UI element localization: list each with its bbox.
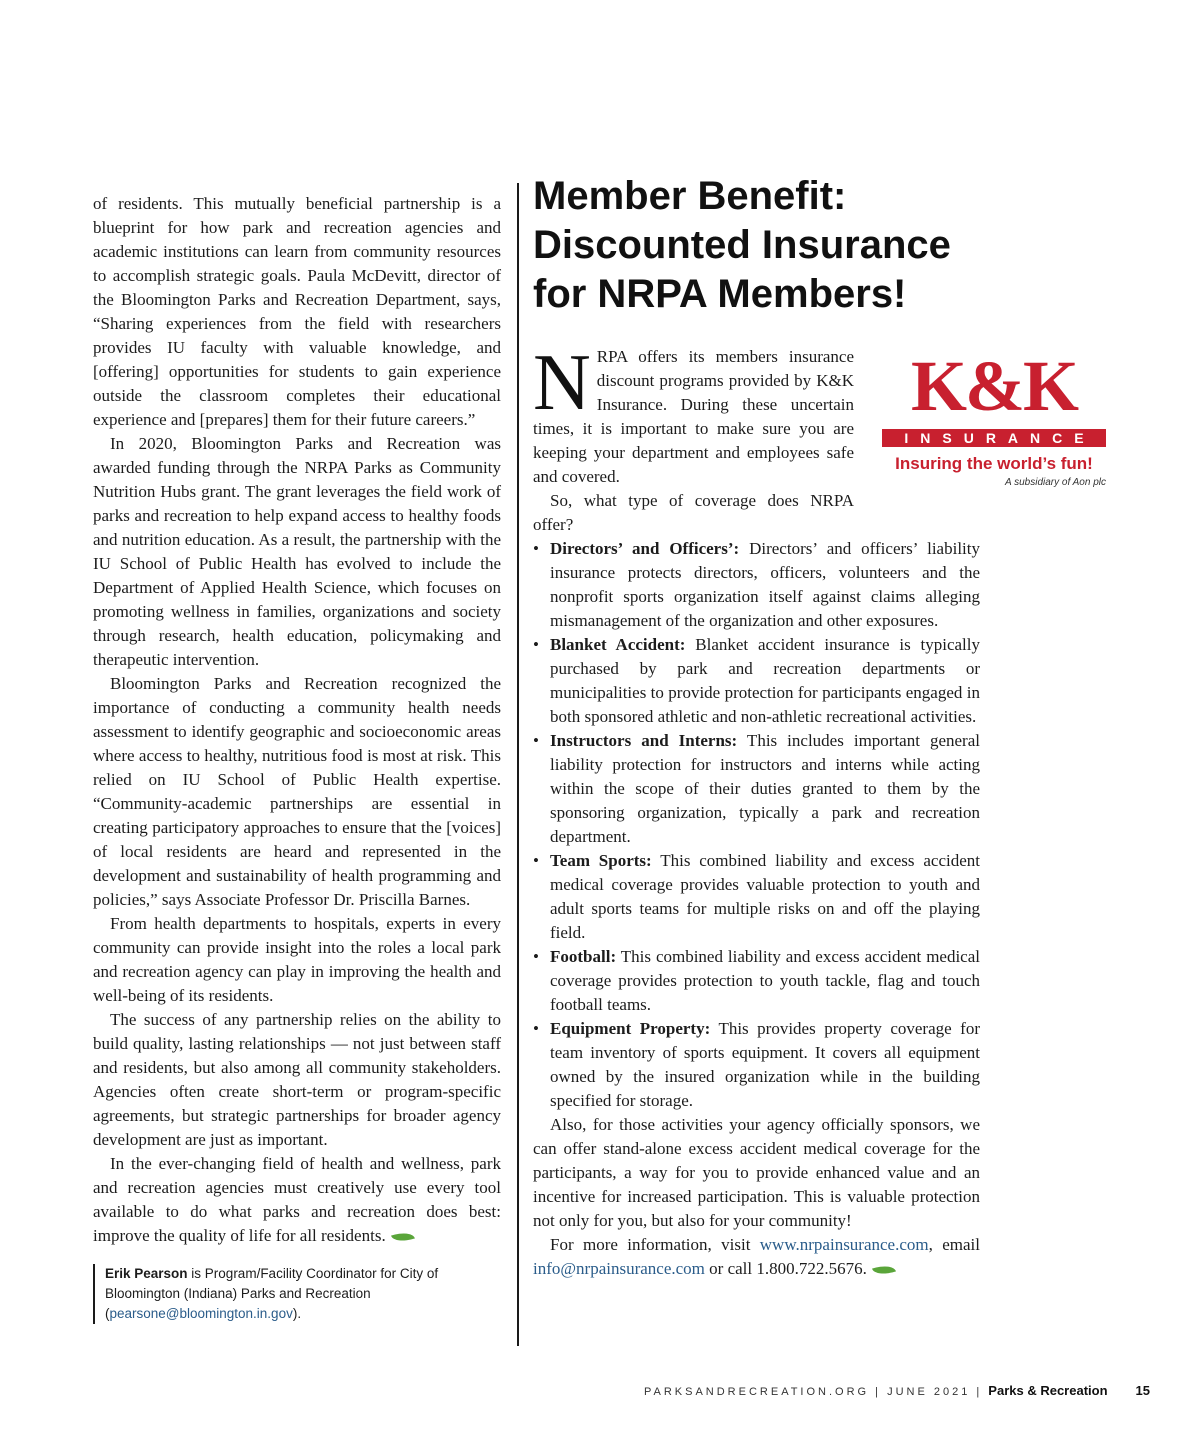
contact-text: , email	[928, 1235, 980, 1254]
page-number: 15	[1135, 1383, 1150, 1398]
benefit-text: This combined liability and excess accident medical coverage provides valuable protection to youth and adult sports teams for multiple risks on and off the playing field.	[550, 851, 980, 942]
author-bio	[93, 1264, 501, 1324]
benefit-term: Football:	[550, 947, 617, 966]
list-item	[533, 537, 980, 633]
paragraph: From health departments to hospitals, experts in every community can provide insight into the roles a local park and recreation agency can play in improving the health and well-being of its residents.	[93, 914, 501, 1005]
contact-paragraph	[533, 1233, 980, 1281]
left-column	[93, 192, 501, 1324]
benefit-term: Blanket Accident:	[550, 635, 686, 654]
footer-site: PARKSANDRECREATION.ORG | JUNE 2021 |	[643, 1386, 989, 1398]
list-item	[533, 729, 980, 849]
contact-text: or call 1.800.722.5676.	[704, 1259, 867, 1278]
benefit-text: This combined liability and excess accident medical coverage provides protection to youth tackle, flag and touch football teams.	[550, 947, 980, 1014]
column-divider	[517, 183, 519, 1346]
leaf-end-icon	[872, 1262, 896, 1278]
benefit-text: Directors’ and officers’ liability insurance protects directors, officers, volunteers and the nonprofit sports organization itself against claims alleging mismanagement of the organization and other exposures.	[550, 539, 980, 630]
benefit-term: Team Sports:	[550, 851, 652, 870]
paragraph: of residents. This mutually beneficial partnership is a blueprint for how park and recreation agencies and academic institutions can learn from community resources to accomplish strategic goals. Paula McDevitt, director of the Bloomington Parks and Recreation Department, says, “Sharing experiences from the field with researchers provides IU faculty with valuable knowledge, and [offering] opportunities for students to gain experience outside the classroom completes their educational experience and [prepares] them for their future careers.”	[93, 194, 501, 429]
email-link[interactable]: info@nrpainsurance.com	[533, 1259, 705, 1278]
article-headline: Member Benefit: Discounted Insurance for NRPA Members!	[533, 174, 951, 316]
benefit-text: This includes important general liability protection for instructors and interns while acting within the scope of their duties granted to them by the sponsoring organization, typically a park and recreation department.	[550, 731, 980, 846]
paragraph-text: In the ever-changing field of health and wellness, park and recreation agencies must creatively use every tool available to do what parks and recreation does best: improve the quality of life for all residents.	[93, 1154, 501, 1245]
contact-text: For more information, visit	[550, 1235, 760, 1254]
benefit-text: This provides property coverage for team inventory of sports equipment. It covers all equipment owned by the insured organization while in the building specified for storage.	[550, 1019, 980, 1110]
list-item	[533, 633, 980, 729]
logo-mark: K&K	[911, 346, 1077, 426]
website-link[interactable]: www.nrpainsurance.com	[759, 1235, 929, 1254]
logo-tagline: Insuring the world’s fun!	[895, 454, 1093, 473]
paragraph: Bloomington Parks and Recreation recognized the importance of conducting a community health needs assessment to identify geographic and socioeconomic areas where access to healthy, nutritious food is most at risk. This relied on IU School of Public Health expertise. “Community-academic partnerships are essential in creating participatory approaches to ensure that the [voices] of local residents are heard and represented in the development and sustainability of health programming and policies,” says Associate Professor Dr. Priscilla Barnes.	[93, 674, 501, 909]
drop-cap: N	[533, 339, 591, 427]
list-item	[533, 1017, 980, 1113]
bio-end: ).	[292, 1306, 302, 1321]
page-footer	[0, 1382, 1150, 1401]
list-item	[533, 849, 980, 945]
logo-wordmark: INSURANCE	[882, 429, 1106, 447]
paragraph: In 2020, Bloomington Parks and Recreation was awarded funding through the NRPA Parks as Community Nutrition Hubs grant. The grant leverages the field work of parks and recreation to help expand access to healthy foods and nutrition education. As a result, the partnership with the IU School of Public Health has evolved to include the Department of Applied Health Science, which focuses on promoting wellness in families, organizations and society through research, health education, policymaking and therapeutic intervention.	[93, 434, 501, 669]
leaf-end-icon	[391, 1229, 415, 1245]
intro-text: RPA offers its members insurance discount programs provided by K&K Insurance. During these uncertain times, it is important to make sure you are keeping your department and employees safe and covered.	[533, 347, 854, 486]
question-paragraph: So, what type of coverage does NRPA offer?	[533, 491, 854, 534]
bio-text: is Program/Facility Coordinator for City of Bloomington (Indiana) Parks and Recreation (	[105, 1266, 439, 1321]
benefit-term: Directors’ and Officers’:	[550, 539, 740, 558]
footer-magazine: Parks & Recreation	[988, 1383, 1108, 1398]
member-benefit-article	[533, 172, 1106, 1281]
author-name: Erik Pearson	[105, 1266, 188, 1281]
benefit-text: Blanket accident insurance is typically purchased by park and recreation departments or municipalities to provide protection for participants engaged in both sponsored athletic and non-athletic recreational activities.	[550, 635, 981, 726]
benefit-term: Instructors and Interns:	[550, 731, 738, 750]
paragraph-final	[93, 1152, 501, 1248]
paragraph: The success of any partnership relies on the ability to build quality, lasting relationships — not just between staff and residents, but also among all community stakeholders. Agencies often create short-term or program-specific agreements, but strategic partnerships for broader agency development are just as important.	[93, 1010, 501, 1149]
author-email-link[interactable]: pearsone@bloomington.in.gov	[109, 1306, 293, 1321]
benefit-term: Equipment Property:	[550, 1019, 711, 1038]
logo-subsidiary: A subsidiary of Aon plc	[1005, 477, 1106, 488]
list-item	[533, 945, 980, 1017]
kk-insurance-logo	[878, 347, 1110, 497]
benefits-list	[533, 537, 980, 1113]
also-paragraph: Also, for those activities your agency officially sponsors, we can offer stand-alone excess accident medical coverage for the participants, a way for you to provide enhanced value and an incentive for increased participation. This is valuable protection not only for you, but also for your community!	[533, 1115, 980, 1230]
